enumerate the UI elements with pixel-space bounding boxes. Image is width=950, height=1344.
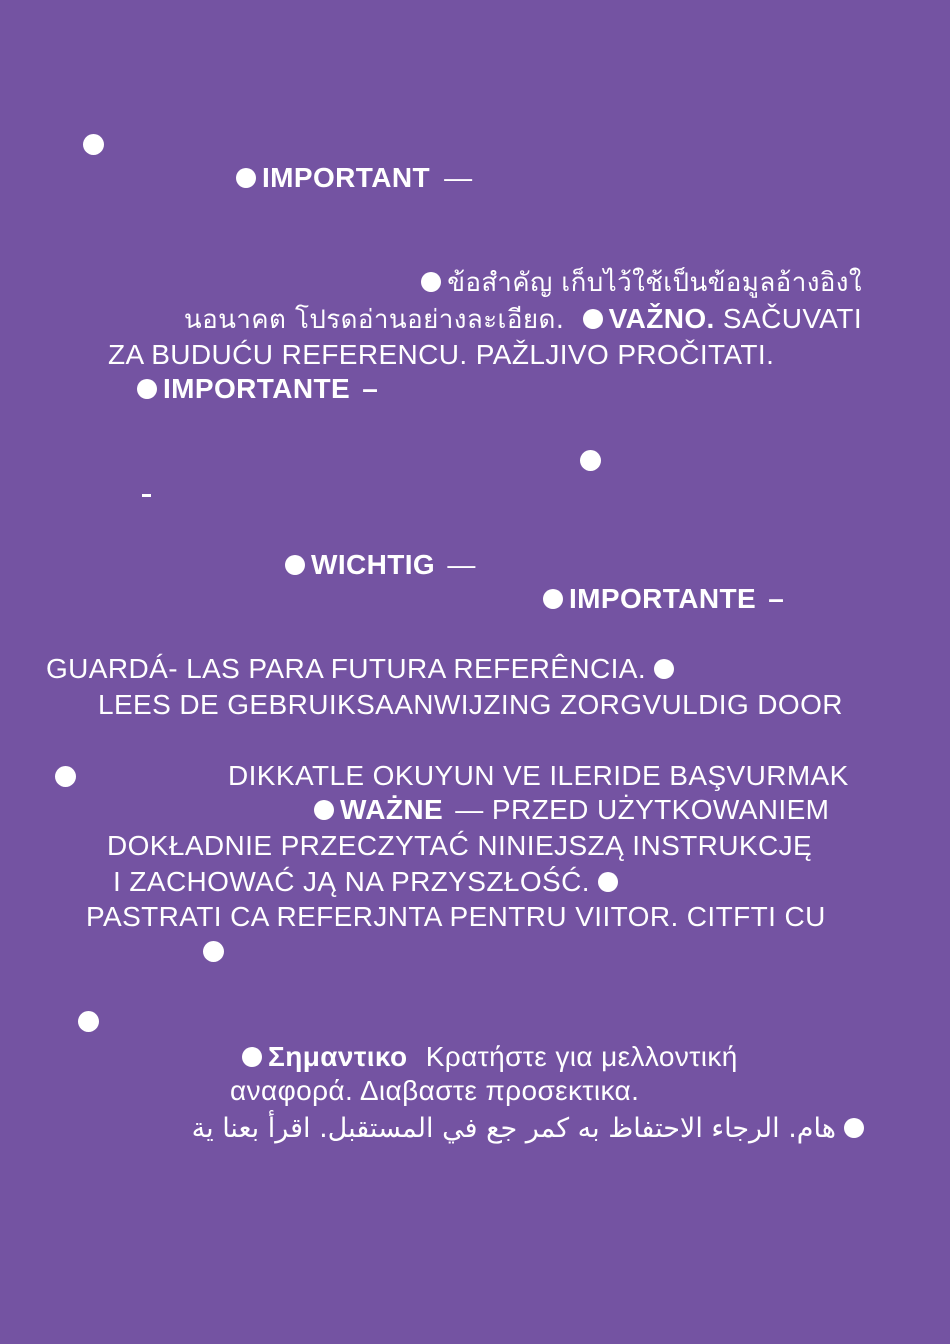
dash-mark bbox=[142, 494, 151, 497]
croatian-line-2: ZA BUDUĆU REFERENCU. PAŽLJIVO PROČITATI. bbox=[108, 339, 775, 370]
thai-croatian-line: นอนาคต โปรดอ่านอย่างละเอียด. VAŽNO. SAČUVATI bbox=[183, 303, 862, 335]
romanian-line-1: PASTRATI CA REFERJNTA PENTRU VIITOR. CITFTI CU bbox=[86, 901, 826, 932]
polish-line-1: WAŻNE — PRZED UŻYTKOWANIEM bbox=[314, 793, 829, 827]
bullet-dot-icon bbox=[421, 272, 441, 292]
bullet-dot-icon bbox=[844, 1118, 864, 1138]
wichtig-heading-de: WICHTIG — bbox=[285, 548, 476, 582]
greek-line-1: Σημαντικο Κρατήστε για μελλοντική bbox=[242, 1040, 738, 1074]
greek-line-2: αναφορά. Διαβαστε προσεκτικα. bbox=[230, 1075, 640, 1106]
bullet-dot-icon bbox=[236, 168, 256, 188]
bullet-dot-icon bbox=[55, 766, 76, 787]
bullet-dot-icon bbox=[242, 1047, 262, 1067]
important-heading-en: IMPORTANT — bbox=[236, 161, 473, 195]
bullet-dot-icon bbox=[598, 872, 618, 892]
bullet-dot-icon bbox=[314, 800, 334, 820]
polish-line-3: I ZACHOWAĆ JĄ NA PRZYSZŁOŚĆ. bbox=[113, 865, 618, 899]
bullet-dot-icon bbox=[654, 659, 674, 679]
bullet-dot-icon bbox=[580, 450, 601, 471]
dutch-line-1: LEES DE GEBRUIKSAANWIJZING ZORGVULDIG DOOR bbox=[98, 689, 843, 720]
portuguese-line-1: GUARDÁ- LAS PARA FUTURA REFERÊNCIA. bbox=[46, 652, 674, 686]
bullet-dot-icon bbox=[543, 589, 563, 609]
bullet-dot-icon bbox=[583, 309, 603, 329]
em-dash: — bbox=[444, 162, 473, 193]
importante-heading-it: IMPORTANTE – bbox=[137, 372, 378, 406]
bullet-dot-icon bbox=[285, 555, 305, 575]
bullet-dot-icon bbox=[78, 1011, 99, 1032]
bullet-dot-icon bbox=[83, 134, 104, 155]
bullet-dot-icon bbox=[137, 379, 157, 399]
thai-line-1: ข้อสำคัญ เก็บไว้ใช้เป็นข้อมูลอ้างอิงใ bbox=[421, 266, 862, 300]
polish-line-2: DOKŁADNIE PRZECZYTAĆ NINIEJSZĄ INSTRUKCJĘ bbox=[107, 830, 813, 861]
importante-heading-pt: IMPORTANTE – bbox=[543, 582, 784, 616]
bullet-dot-icon bbox=[203, 941, 224, 962]
arabic-line-1: هام. الرجاء الاحتفاظ به كمر جع في المستقبل. اقرأ بعنا ية bbox=[192, 1111, 864, 1146]
turkish-line-1: DIKKATLE OKUYUN VE ILERIDE BAŞVURMAK bbox=[228, 760, 849, 791]
